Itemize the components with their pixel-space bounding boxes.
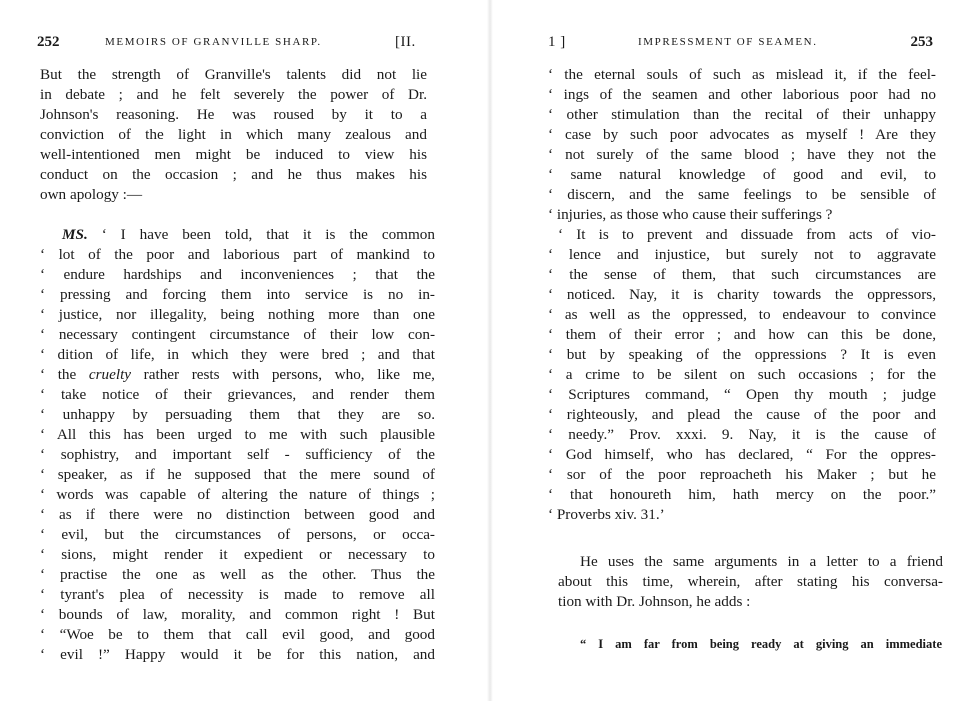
- text-line: ‘ take notice of their grievances, and render them: [40, 386, 435, 403]
- text-line: in debate ; and he felt severely the power of Dr.: [40, 86, 427, 103]
- text-line: Johnson's reasoning. He was roused by it to a: [40, 106, 427, 123]
- text-line: ‘ other stimulation than the recital of their unhappy: [548, 106, 936, 123]
- left-ms-quote: [40, 225, 435, 665]
- left-chapter-mark: [II.: [395, 34, 416, 50]
- text-line: ‘ as well as the oppressed, to endeavour to convince: [548, 306, 936, 323]
- text-line: ‘ Proverbs xiv. 31.’: [548, 506, 665, 523]
- right-running-head: IMPRESSMENT OF SEAMEN.: [638, 36, 818, 48]
- right-page-number: 253: [910, 34, 933, 50]
- text-line: own apology :—: [40, 186, 143, 203]
- text-line: ‘ a crime to be silent on such occasions ; for the: [548, 366, 936, 383]
- text-line: ‘ God himself, who has declared, “ For the oppres-: [548, 446, 936, 463]
- text-line: ‘ evil, but the circumstances of persons, or occa-: [40, 526, 435, 543]
- text-line: He uses the same arguments in a letter to a friend: [580, 553, 943, 570]
- text-line: ‘ that honoureth him, hath mercy on the poor.”: [548, 486, 936, 503]
- text-line: ‘ righteously, and plead the cause of the poor and: [548, 406, 936, 423]
- cruelty-pre: ‘ the: [40, 366, 89, 383]
- text-line: ‘ case by such poor advocates as myself ! Are they: [548, 126, 936, 143]
- text-line: conviction of the light in which many zealous and: [40, 126, 427, 143]
- text-line: ‘ same natural knowledge of good and evil, to: [548, 166, 936, 183]
- text-line: ‘ needy.” Prov. xxxi. 9. Nay, it is the cause of: [548, 426, 936, 443]
- text-line: ‘ sions, might render it expedient or necessary to: [40, 546, 435, 563]
- right-paragraph-3: [558, 552, 943, 612]
- cruelty-post: rather rests with persons, who, like me,: [131, 366, 435, 383]
- text-line: ‘ sophistry, and important self - sufficiency of the: [40, 446, 435, 463]
- right-page: [490, 0, 980, 701]
- cruelty-line: [40, 365, 435, 385]
- text-line: ‘ bounds of law, morality, and common right ! But: [40, 606, 435, 623]
- text-line: ‘ All this has been urged to me with such plausible: [40, 426, 435, 443]
- cruelty-word: cruelty: [88, 366, 132, 383]
- text-line: ‘ sor of the poor reproacheth his Maker ; but he: [548, 466, 936, 483]
- text-line: ‘ them of their error ; and how can this be done,: [548, 326, 936, 343]
- right-paragraph-2: [548, 225, 936, 525]
- ms-first-text: ‘ I have been told, that it is the common: [101, 226, 435, 243]
- text-line: ‘ “Woe be to them that call evil good, and good: [40, 626, 435, 643]
- text-line: ‘ the sense of them, that such circumstances are: [548, 266, 936, 283]
- ms-label: MS.: [62, 226, 88, 243]
- text-line: ‘ Scriptures command, “ Open thy mouth ; judge: [548, 386, 936, 403]
- left-paragraph-1: [40, 65, 427, 205]
- ms-first-line: [40, 225, 435, 245]
- text-line: conduct on the occasion ; and he thus makes his: [40, 166, 427, 183]
- text-line: ‘ lence and injustice, but surely not to aggravate: [548, 246, 936, 263]
- right-chapter-mark: 1 ]: [548, 34, 566, 50]
- text-line: But the strength of Granville's talents did not lie: [40, 66, 427, 83]
- text-line: ‘ as if there were no distinction between good and: [40, 506, 435, 523]
- text-line: ‘ justice, nor illegality, being nothing more than one: [40, 306, 435, 323]
- text-line: ‘ practise the one as well as the other. Thus the: [40, 566, 435, 583]
- text-line: about this time, wherein, after stating his conversa-: [558, 573, 943, 590]
- text-line: ‘ tyrant's plea of necessity is made to remove all: [40, 586, 435, 603]
- right-quote-start: [580, 634, 942, 654]
- text-line: ‘ It is to prevent and dissuade from acts of vio-: [558, 226, 936, 243]
- left-page-number: 252: [37, 34, 60, 50]
- text-line: tion with Dr. Johnson, he adds :: [558, 593, 751, 610]
- text-line: ‘ injuries, as those who cause their sufferings ?: [548, 206, 833, 223]
- right-paragraph-1: [548, 65, 936, 225]
- text-line: ‘ endure hardships and inconveniences ; that the: [40, 266, 435, 283]
- text-line: ‘ dition of life, in which they were bred ; and that: [40, 346, 435, 363]
- text-line: ‘ noticed. Nay, it is charity towards the oppressors,: [548, 286, 936, 303]
- text-line: ‘ not surely of the same blood ; have they not the: [548, 146, 936, 163]
- text-line: ‘ necessary contingent circumstance of their low con-: [40, 326, 435, 343]
- left-running-head: MEMOIRS OF GRANVILLE SHARP.: [105, 36, 322, 48]
- text-line: ‘ but by speaking of the oppressions ? It is even: [548, 346, 936, 363]
- text-line: ‘ lot of the poor and laborious part of mankind to: [40, 246, 435, 263]
- text-line: ‘ discern, and the same feelings to be sensible of: [548, 186, 936, 203]
- text-line: well-intentioned men might be induced to view his: [40, 146, 427, 163]
- text-line: ‘ unhappy by persuading them that they are so.: [40, 406, 435, 423]
- text-line: ‘ words was capable of altering the nature of things ;: [40, 486, 435, 503]
- text-line: ‘ speaker, as if he supposed that the mere sound of: [40, 466, 435, 483]
- text-line: ‘ ings of the seamen and other laborious poor had no: [548, 86, 936, 103]
- text-line: ‘ pressing and forcing them into service is no in-: [40, 286, 435, 303]
- text-line: “ I am far from being ready at giving an immediate: [580, 637, 942, 651]
- text-line: ‘ the eternal souls of such as mislead it, if the feel-: [548, 66, 936, 83]
- text-line: ‘ evil !” Happy would it be for this nation, and: [40, 646, 435, 663]
